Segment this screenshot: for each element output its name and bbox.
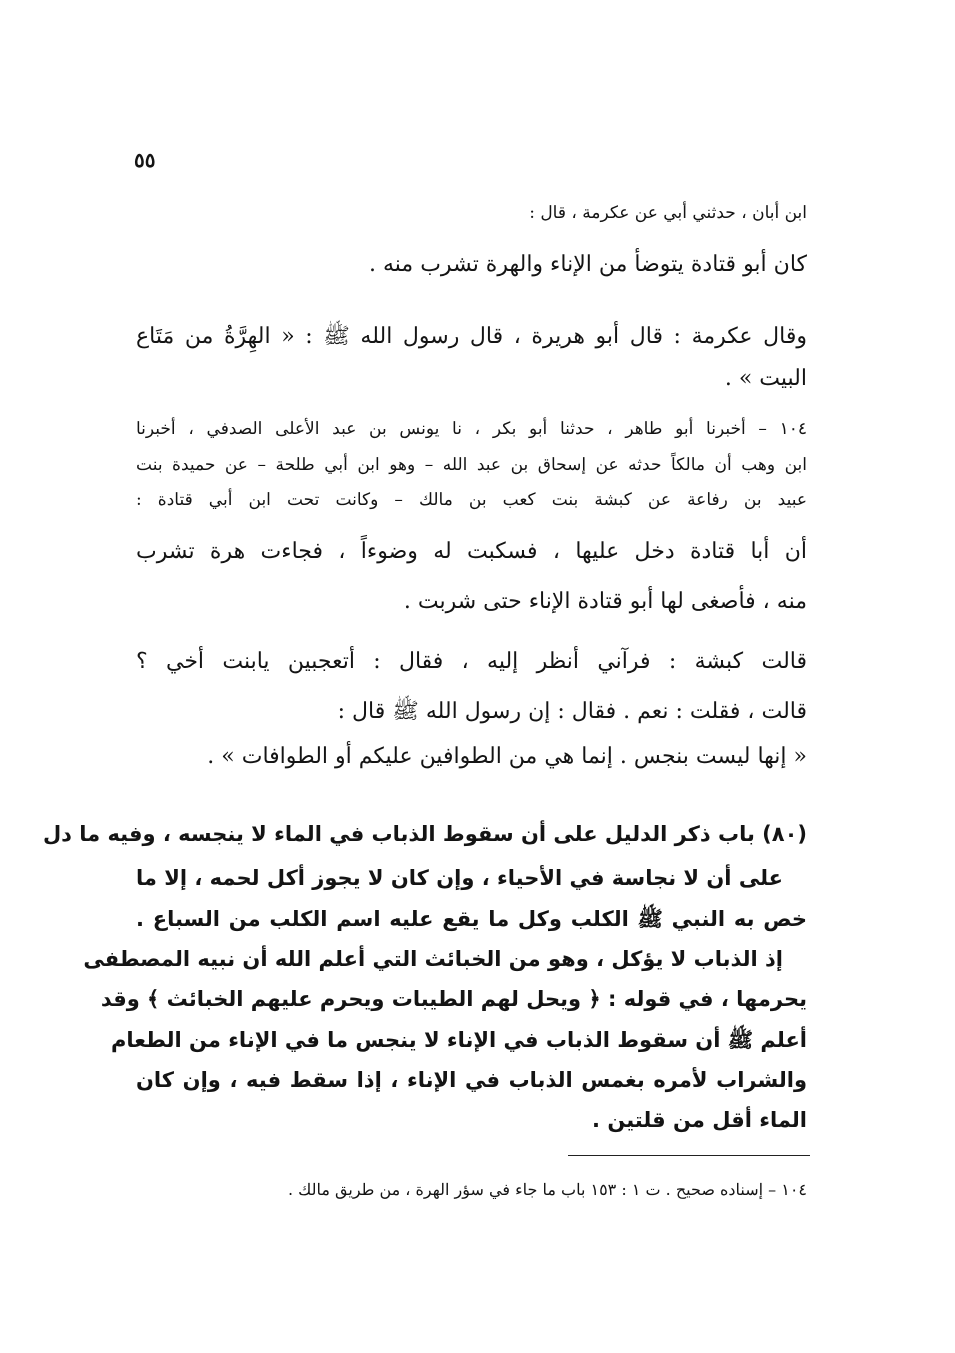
isnad-line: ١٠٤ – أخبرنا أبو طاهر ، حدثنا أبو بكر ، نا يونس بن عبد الأعلى الصدفي ، أخبرنا <box>136 419 807 439</box>
hadith-line: منه ، فأصغى لها أبو قتادة الإناء حتى شربت . <box>403 589 807 614</box>
footnote-divider <box>568 1155 810 1156</box>
hadith-line: « إنها ليست بنجس . إنما هي من الطوافين عليكم أو الطوافات » . <box>207 744 807 769</box>
text-line: ابن أبان ، حدثني أبي عن عكرمة ، قال : <box>529 203 807 223</box>
chapter-heading-line: والشراب لأمره بغمس الذباب في الإناء ، إذا سقط فيه ، وإن كان <box>136 1068 807 1092</box>
isnad-line: ابن وهب أن مالكاً حدثه عن إسحاق بن عبد الله – وهو ابن أبي طلحة – عن حميدة بنت <box>136 455 807 475</box>
chapter-heading-line: إذ الذباب لا يؤكل ، وهو من الخبائث التي أعلم الله أن نبيه المصطفى <box>83 947 783 971</box>
hadith-line: أن أبا قتادة دخل عليها ، فسكبت له وضوءاً ، فجاءت هرة تشرب <box>136 539 807 564</box>
chapter-heading-line: على أن لا نجاسة في الأحياء ، وإن كان لا يجوز أكل لحمه ، إلا ما <box>136 866 783 890</box>
text-line: كان أبو قتادة يتوضأ من الإناء والهرة تشرب منه . <box>369 252 807 277</box>
text-line: وقال عكرمة : قال أبو هريرة ، قال رسول الله ﷺ : « الهِرَّةُ من مَتَاع <box>136 324 807 349</box>
chapter-heading-line: أعلم ﷺ أن سقوط الذباب في الإناء لا ينجس ما في الإناء من الطعام <box>111 1028 807 1052</box>
footnote: ١٠٤ – إسناده صحيح . ت ١ : ١٥٣ باب ما جاء في سؤر الهرة ، من طريق مالك . <box>287 1180 807 1199</box>
chapter-heading-line: (٨٠) باب ذكر الدليل على أن سقوط الذباب في الماء لا ينجسه ، وفيه ما دل <box>42 822 807 846</box>
hadith-line: قالت ، فقلت : نعم . فقال : إن رسول الله ﷺ قال : <box>337 699 807 724</box>
isnad-line: عبيد بن رفاعة عن كبشة بنت كعب بن مالك – وكانت تحت ابن أبي قتادة : <box>136 490 807 510</box>
page-number: ٥٥ <box>134 148 156 172</box>
chapter-heading-line: الماء أقل من قلتين . <box>592 1108 807 1132</box>
hadith-line: قالت كبشة : فرآني أنظر إليه ، فقال : أتعجبين يابنت أخي ؟ <box>136 649 807 674</box>
chapter-heading-line: يحرمها ، في قوله : ﴿ ويحل لهم الطيبات ويحرم عليهم الخبائث ﴾ وقد <box>100 987 807 1011</box>
text-line: البيت » . <box>724 366 807 391</box>
chapter-heading-line: خص به النبي ﷺ الكلب وكل ما يقع عليه اسم الكلب من السباع . <box>136 907 807 931</box>
